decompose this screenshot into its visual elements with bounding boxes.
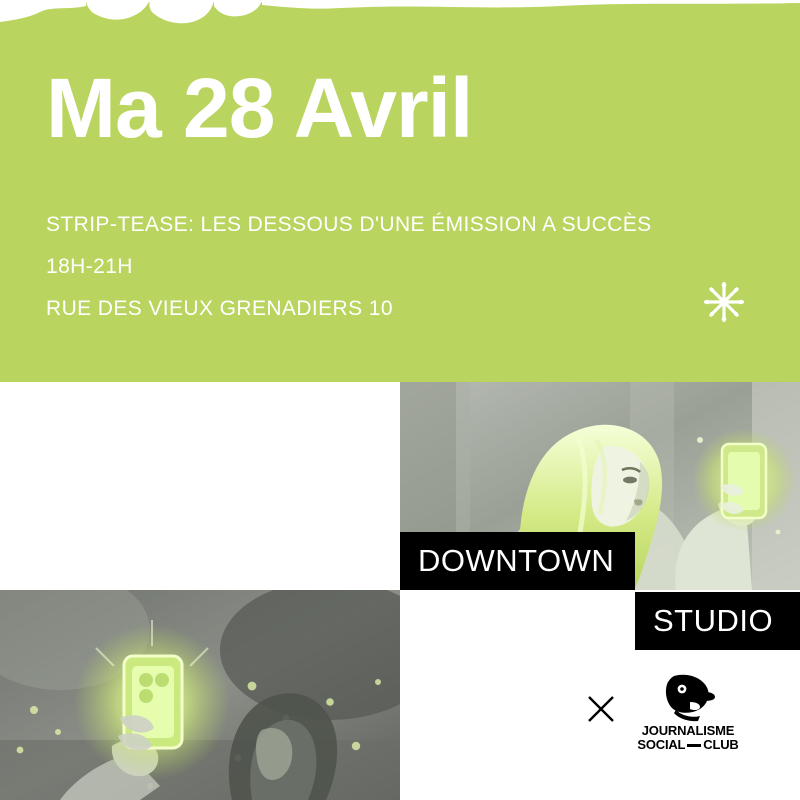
- logo-wordmark: [636, 724, 740, 752]
- logo-line-2-left: SOCIAL: [637, 737, 686, 752]
- snowflake-ornament-icon: [700, 278, 748, 326]
- logo-line-2: [636, 738, 740, 752]
- label-downtown-text: DOWNTOWN: [418, 543, 615, 578]
- event-detail-line: STRIP-TEASE: LES DESSOUS D'UNE ÉMISSION A SUCCÈS: [46, 213, 652, 236]
- label-studio: [635, 592, 800, 650]
- event-details: [46, 214, 652, 319]
- journalisme-social-club-logo-icon: [660, 672, 716, 722]
- event-detail-line: RUE DES VIEUX GRENADIERS 10: [46, 297, 393, 320]
- page-title: Ma 28 Avril: [46, 61, 473, 155]
- collaboration-cross-icon: [586, 694, 616, 724]
- journalisme-social-club-logo: [636, 672, 740, 758]
- label-downtown: [400, 532, 635, 590]
- event-detail-line: 18H-21H: [46, 255, 133, 278]
- logo-divider-dash: [687, 744, 701, 747]
- label-studio-text: STUDIO: [653, 603, 774, 638]
- logo-line-1: JOURNALISME: [641, 723, 735, 738]
- photo-night-phone-crowd: [0, 590, 400, 800]
- logo-line-2-right: CLUB: [703, 737, 739, 752]
- event-header-panel: [0, 0, 800, 382]
- decorative-skyline-silhouette: [0, 0, 800, 34]
